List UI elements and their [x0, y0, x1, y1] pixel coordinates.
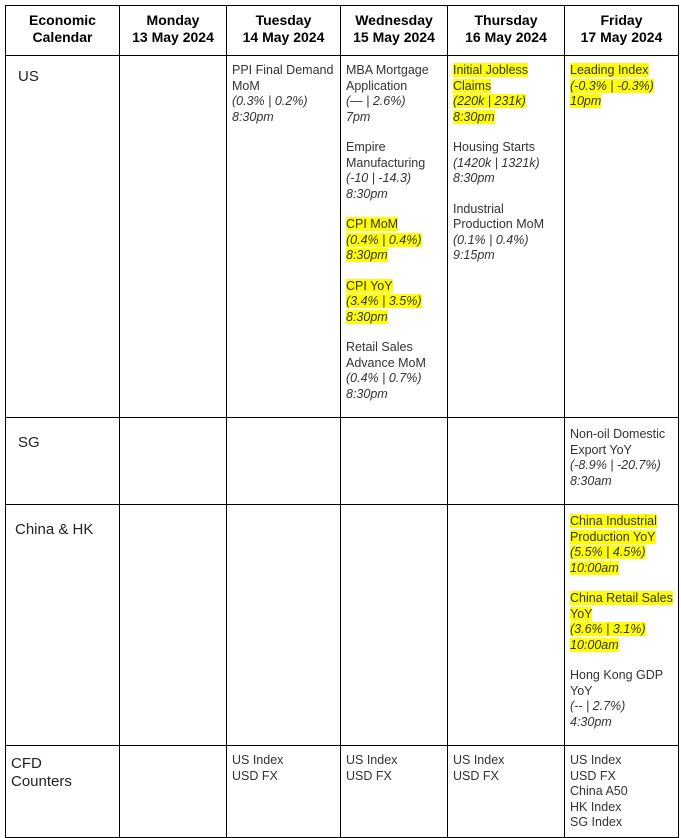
event-item-highlighted: China Industrial Production YoY (5.5% | 4.5%) 10:00am — [570, 514, 657, 575]
event-item: Empire Manufacturing (-10 | -14.3) 8:30pm — [346, 140, 426, 201]
event-item: Hong Kong GDP YoY (-- | 2.7%) 4:30pm — [570, 668, 663, 729]
cfd-instrument: USD FX — [453, 768, 499, 783]
cell-cfd-thursday — [448, 746, 565, 838]
cfd-instrument: US Index — [453, 753, 505, 767]
cell-sg-tuesday — [227, 418, 341, 505]
header-monday: Monday 13 May 2024 — [120, 6, 227, 56]
event-item: PPI Final Demand MoM (0.3% | 0.2%) 8:30pm — [232, 63, 334, 124]
region-label: SG — [18, 434, 40, 451]
header-row — [6, 6, 679, 56]
row-sg — [6, 418, 679, 505]
header-wednesday: Wednesday 15 May 2024 — [341, 6, 448, 56]
cell-cn-monday — [120, 505, 227, 746]
cell-us-thursday — [448, 56, 565, 418]
event-item-highlighted: Initial Jobless Claims (220k | 231k) 8:30pm — [453, 63, 529, 124]
event-item-highlighted: Leading Index (-0.3% | -0.3%) 10pm — [570, 63, 654, 108]
cfd-instrument: USD FX — [346, 768, 392, 783]
cell-cfd-tuesday — [227, 746, 341, 838]
cell-us-friday — [565, 56, 679, 418]
event-item: Retail Sales Advance MoM (0.4% | 0.7%) 8:30pm — [346, 340, 426, 401]
header-tuesday: Tuesday 14 May 2024 — [227, 6, 341, 56]
cfd-instrument: US Index — [570, 753, 622, 767]
region-label: CFD Counters — [11, 755, 72, 790]
event-item-highlighted: China Retail Sales YoY (3.6% | 3.1%) 10:00am — [570, 591, 673, 652]
header-friday: Friday 17 May 2024 — [565, 6, 679, 56]
event-item: Non-oil Domestic Export YoY (-8.9% | -20.7%) 8:30am — [570, 427, 666, 488]
event-item-highlighted: CPI MoM (0.4% | 0.4%) 8:30pm — [346, 217, 422, 262]
cell-cn-wednesday — [341, 505, 448, 746]
header-thursday: Thursday 16 May 2024 — [448, 6, 565, 56]
cell-sg-thursday — [448, 418, 565, 505]
cfd-instrument: USD FX — [570, 768, 616, 783]
cfd-instrument: HK Index — [570, 799, 622, 814]
cfd-instrument: US Index — [232, 753, 284, 767]
cell-cn-friday — [565, 505, 679, 746]
cell-cfd-monday — [120, 746, 227, 838]
event-item: Industrial Production MoM (0.1% | 0.4%) 9:15pm — [453, 201, 545, 262]
cell-sg-friday — [565, 418, 679, 505]
cfd-instrument: China A50 — [570, 784, 628, 798]
cfd-instrument: US Index — [346, 753, 398, 767]
cell-cfd-wednesday — [341, 746, 448, 838]
region-label: China & HK — [15, 521, 94, 538]
row-cfd-counters — [6, 746, 679, 838]
cell-us-monday — [120, 56, 227, 418]
cfd-instrument: SG Index — [570, 815, 623, 829]
cell-us-tuesday — [227, 56, 341, 418]
region-label: US — [18, 68, 39, 85]
cell-cn-thursday — [448, 505, 565, 746]
calendar-table — [5, 5, 679, 838]
cell-sg-monday — [120, 418, 227, 505]
header-corner: Economic Calendar — [6, 6, 120, 56]
event-item: MBA Mortgage Application (— | 2.6%) 7pm — [346, 63, 429, 124]
cell-sg-wednesday — [341, 418, 448, 505]
event-item-highlighted: CPI YoY (3.4% | 3.5%) 8:30pm — [346, 278, 422, 324]
event-item: Housing Starts (1420k | 1321k) 8:30pm — [453, 140, 540, 185]
row-china-hk — [6, 505, 679, 746]
cfd-instrument: USD FX — [232, 768, 278, 783]
cell-us-wednesday — [341, 56, 448, 418]
cell-cfd-friday — [565, 746, 679, 838]
cell-cn-tuesday — [227, 505, 341, 746]
row-us — [6, 56, 679, 418]
